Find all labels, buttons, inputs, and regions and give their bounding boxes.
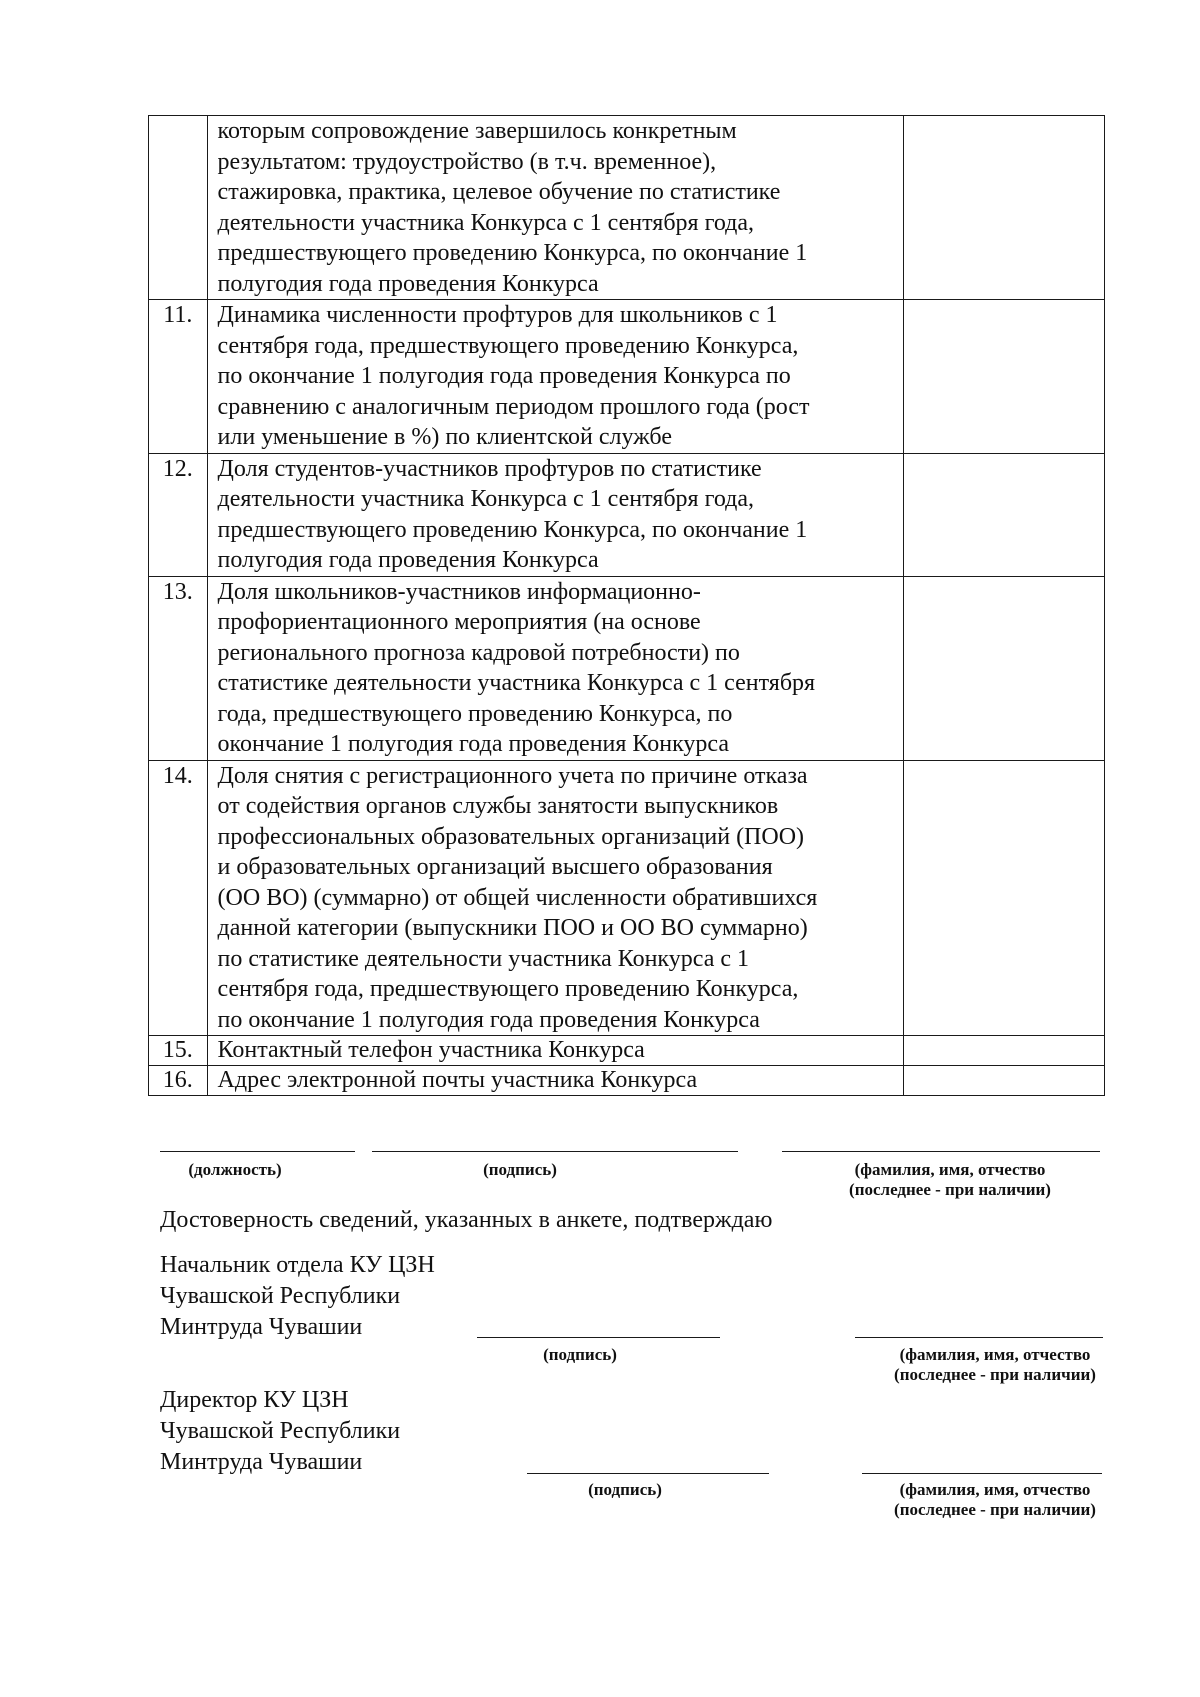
table-row xyxy=(149,760,1105,1036)
row-number: 13. xyxy=(149,576,208,760)
position-line xyxy=(160,1151,355,1152)
signature-line xyxy=(372,1151,738,1152)
row-description: которым сопровождение завершилось конкретным результатом: трудоустройство (в т.ч. временное), стажировка, практика, целевое обучение по статистике деятельности участника Конкурса с 1 сентября года, предшествующего проведению Конкурса, по окончание 1 полугодия года проведения Конкурса xyxy=(207,116,903,300)
row-value-cell xyxy=(903,300,1104,454)
signer-2-title: Директор КУ ЦЗН Чувашской Республики Минтруда Чувашии xyxy=(160,1387,401,1475)
row-value-cell xyxy=(903,576,1104,760)
table-row xyxy=(149,300,1105,454)
signer-2-signature-line xyxy=(527,1473,769,1474)
row-value-cell xyxy=(903,760,1104,1036)
row-description: Доля снятия с регистрационного учета по причине отказа от содействия органов службы занятости выпускников профессиональных образовательных организаций (ПОО) и образовательных организаций высшего образования (ОО ВО) (суммарно) от общей численности обратившихся данной категории (выпускники ПОО и ОО ВО суммарно) по статистике деятельности участника Конкурса с 1 сентября года, предшествующего проведению Конкурса, по окончание 1 полугодия года проведения Конкурса xyxy=(207,760,903,1036)
row-number: 14. xyxy=(149,760,208,1036)
row-number: 15. xyxy=(149,1036,208,1066)
table-row xyxy=(149,116,1105,300)
signer-2-name-line xyxy=(862,1473,1102,1474)
name-caption: (фамилия, имя, отчество (последнее - при наличии) xyxy=(849,1160,1051,1199)
signer-1-name-caption: (фамилия, имя, отчество (последнее - при наличии) xyxy=(894,1345,1096,1384)
confirmation-text: Достоверность сведений, указанных в анкете, подтверждаю xyxy=(160,1207,773,1233)
row-value-cell xyxy=(903,116,1104,300)
signer-1-title: Начальник отдела КУ ЦЗН Чувашской Республики Минтруда Чувашии xyxy=(160,1252,435,1340)
name-line xyxy=(782,1151,1100,1152)
table-row xyxy=(149,453,1105,576)
row-description: Доля студентов-участников профтуров по статистике деятельности участника Конкурса с 1 сентября года, предшествующего проведению Конкурса, по окончание 1 полугодия года проведения Конкурса xyxy=(207,453,903,576)
questionnaire-table xyxy=(148,115,1105,1096)
table-row xyxy=(149,576,1105,760)
signer-2-signature-caption: (подпись) xyxy=(588,1480,662,1499)
row-value-cell xyxy=(903,453,1104,576)
row-number: 12. xyxy=(149,453,208,576)
table-row xyxy=(149,1036,1105,1066)
signer-2-name-caption: (фамилия, имя, отчество (последнее - при наличии) xyxy=(894,1480,1096,1519)
signer-1-name-line xyxy=(855,1337,1103,1338)
signer-1-signature-line xyxy=(477,1337,720,1338)
row-description: Контактный телефон участника Конкурса xyxy=(207,1036,903,1066)
row-description: Адрес электронной почты участника Конкурса xyxy=(207,1066,903,1096)
row-number xyxy=(149,116,208,300)
row-number: 16. xyxy=(149,1066,208,1096)
signer-1-signature-caption: (подпись) xyxy=(543,1345,617,1364)
position-caption: (должность) xyxy=(188,1160,282,1179)
row-value-cell xyxy=(903,1036,1104,1066)
table-row xyxy=(149,1066,1105,1096)
row-description: Доля школьников-участников информационно- профориентационного мероприятия (на основе регионального прогноза кадровой потребности) по статистике деятельности участника Конкурса с 1 сентября года, предшествующего проведению Конкурса, по окончание 1 полугодия года проведения Конкурса xyxy=(207,576,903,760)
row-number: 11. xyxy=(149,300,208,454)
signature-caption: (подпись) xyxy=(483,1160,557,1179)
row-description: Динамика численности профтуров для школьников с 1 сентября года, предшествующего проведению Конкурса, по окончание 1 полугодия года проведения Конкурса по сравнению с аналогичным периодом прошлого года (рост или уменьшение в %) по клиентской службе xyxy=(207,300,903,454)
row-value-cell xyxy=(903,1066,1104,1096)
